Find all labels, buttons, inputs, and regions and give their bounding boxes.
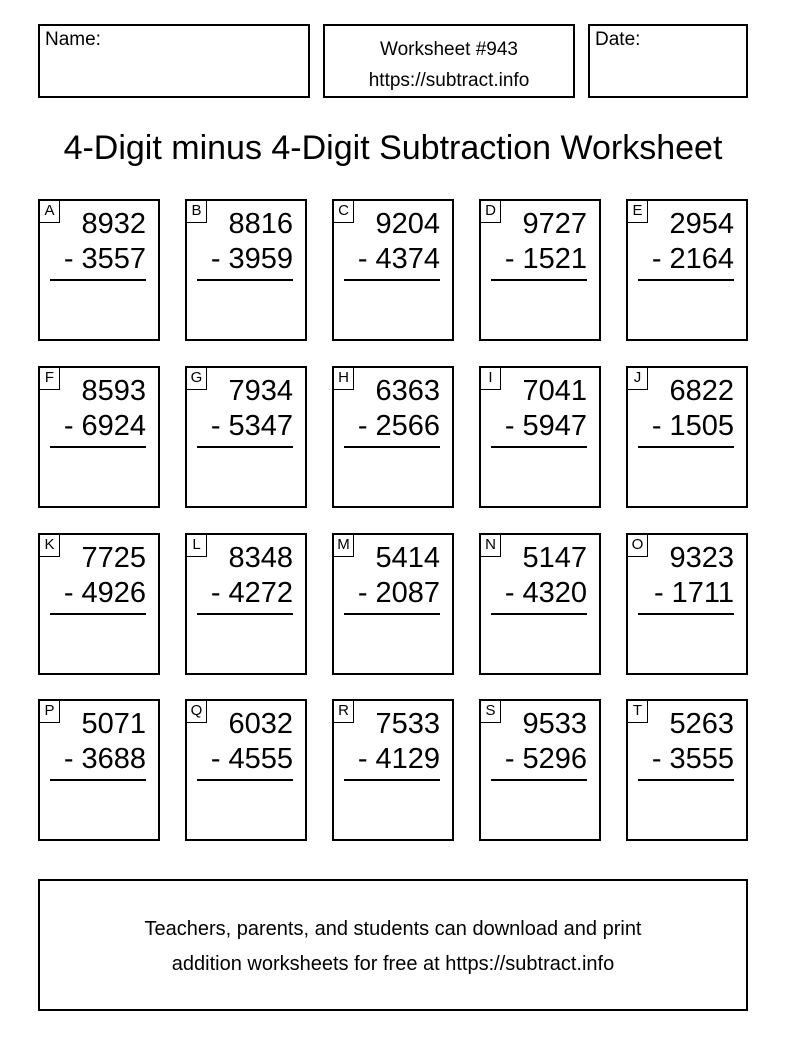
subtrahend-row (505, 409, 587, 443)
answer-line (491, 446, 587, 448)
subtrahend: 4926 (81, 577, 146, 609)
subtrahend-row (652, 409, 734, 443)
subtrahend-row (64, 576, 146, 610)
subtrahend: 5947 (522, 410, 587, 442)
subtrahend-row (505, 576, 587, 610)
minuend: 5414 (375, 542, 440, 574)
problem-letter: A (40, 201, 60, 223)
minus-sign: - (63, 243, 74, 275)
minuend: 7533 (375, 708, 440, 740)
problem-letter: F (40, 368, 60, 390)
problem-letter: C (334, 201, 354, 223)
minuend: 9323 (669, 542, 734, 574)
minuend: 8348 (228, 542, 293, 574)
subtrahend-row (358, 409, 440, 443)
subtrahend-row (211, 409, 293, 443)
problem-card-q (185, 699, 307, 841)
minus-sign: - (210, 743, 221, 775)
answer-line (50, 446, 146, 448)
date-label: Date: (595, 29, 641, 50)
minus-sign: - (63, 577, 74, 609)
problem-card-c (332, 199, 454, 341)
problem-card-n (479, 533, 601, 675)
minus-sign: - (651, 243, 662, 275)
problem-card-t (626, 699, 748, 841)
subtrahend: 1505 (669, 410, 734, 442)
worksheet-id-box (323, 24, 575, 98)
subtrahend-row (652, 242, 734, 276)
worksheet-url: https://subtract.info (368, 70, 530, 91)
subtrahend: 4272 (228, 577, 293, 609)
problem-card-m (332, 533, 454, 675)
problem-card-a (38, 199, 160, 341)
problem-card-g (185, 366, 307, 508)
subtrahend-row (652, 742, 734, 776)
problem-card-o (626, 533, 748, 675)
subtrahend: 4129 (375, 743, 440, 775)
minus-sign: - (63, 410, 74, 442)
subtrahend-row (654, 576, 734, 610)
subtrahend: 4374 (375, 243, 440, 275)
problem-letter: O (628, 535, 648, 557)
problem-card-e (626, 199, 748, 341)
answer-line (344, 279, 440, 281)
answer-line (50, 279, 146, 281)
problem-letter: S (481, 701, 501, 723)
problem-letter: T (628, 701, 648, 723)
minuend: 9727 (522, 208, 587, 240)
problem-letter: M (334, 535, 354, 557)
problem-letter: R (334, 701, 354, 723)
problem-letter: B (187, 201, 207, 223)
minus-sign: - (504, 577, 515, 609)
subtrahend: 6924 (81, 410, 146, 442)
minus-sign: - (210, 577, 221, 609)
subtrahend: 4555 (228, 743, 293, 775)
subtrahend-row (64, 242, 146, 276)
problem-card-l (185, 533, 307, 675)
minuend: 6363 (375, 375, 440, 407)
minuend: 5071 (81, 708, 146, 740)
problem-letter: J (628, 368, 648, 390)
subtrahend-row (505, 742, 587, 776)
minus-sign: - (357, 577, 368, 609)
minus-sign: - (651, 743, 662, 775)
minuend: 6032 (228, 708, 293, 740)
problem-card-s (479, 699, 601, 841)
minus-sign: - (210, 243, 221, 275)
problem-card-j (626, 366, 748, 508)
answer-line (638, 779, 734, 781)
page-title: 4-Digit minus 4-Digit Subtraction Worksheet (63, 129, 723, 167)
subtrahend-row (358, 242, 440, 276)
subtrahend: 3557 (81, 243, 146, 275)
answer-line (344, 779, 440, 781)
minuend: 9204 (375, 208, 440, 240)
subtrahend: 2164 (669, 243, 734, 275)
subtrahend-row (211, 576, 293, 610)
name-label: Name: (45, 29, 101, 50)
answer-line (197, 613, 293, 615)
subtrahend: 2087 (375, 577, 440, 609)
answer-line (344, 446, 440, 448)
subtrahend-row (358, 742, 440, 776)
problem-letter: L (187, 535, 207, 557)
worksheet-number: Worksheet #943 (379, 39, 518, 60)
minus-sign: - (504, 410, 515, 442)
problem-letter: E (628, 201, 648, 223)
problem-letter: P (40, 701, 60, 723)
minuend: 8932 (81, 208, 146, 240)
minuend: 8816 (228, 208, 293, 240)
subtrahend-row (64, 742, 146, 776)
problem-letter: N (481, 535, 501, 557)
subtrahend: 4320 (522, 577, 587, 609)
minuend: 7725 (81, 542, 146, 574)
minus-sign: - (357, 743, 368, 775)
answer-line (197, 279, 293, 281)
footer-line-2: addition worksheets for free at https://subtract.info (171, 953, 615, 975)
minuend: 5147 (522, 542, 587, 574)
problem-letter: D (481, 201, 501, 223)
minuend: 9533 (522, 708, 587, 740)
problem-card-k (38, 533, 160, 675)
answer-line (638, 446, 734, 448)
problem-card-i (479, 366, 601, 508)
subtrahend: 3688 (81, 743, 146, 775)
answer-line (638, 613, 734, 615)
minuend: 2954 (669, 208, 734, 240)
subtrahend: 1711 (671, 577, 734, 609)
answer-line (491, 613, 587, 615)
subtrahend: 3959 (228, 243, 293, 275)
name-field-box (38, 24, 310, 98)
minus-sign: - (653, 577, 664, 609)
minuend: 5263 (669, 708, 734, 740)
minuend: 7934 (228, 375, 293, 407)
subtrahend: 2566 (375, 410, 440, 442)
minuend: 8593 (81, 375, 146, 407)
answer-line (491, 279, 587, 281)
problem-letter: H (334, 368, 354, 390)
subtrahend-row (64, 409, 146, 443)
minus-sign: - (357, 243, 368, 275)
minus-sign: - (504, 243, 515, 275)
subtrahend-row (505, 242, 587, 276)
subtrahend-row (211, 742, 293, 776)
minuend: 7041 (522, 375, 587, 407)
minus-sign: - (210, 410, 221, 442)
subtrahend: 5296 (522, 743, 587, 775)
subtrahend: 5347 (228, 410, 293, 442)
subtrahend: 3555 (669, 743, 734, 775)
problem-letter: K (40, 535, 60, 557)
minuend: 6822 (669, 375, 734, 407)
minus-sign: - (63, 743, 74, 775)
problem-card-d (479, 199, 601, 341)
answer-line (50, 779, 146, 781)
problem-card-r (332, 699, 454, 841)
subtrahend-row (358, 576, 440, 610)
footer-line-1: Teachers, parents, and students can download and print (144, 918, 642, 940)
answer-line (197, 446, 293, 448)
problem-letter: I (481, 368, 501, 390)
problem-letter: Q (187, 701, 207, 723)
minus-sign: - (357, 410, 368, 442)
answer-line (491, 779, 587, 781)
problem-letter: G (187, 368, 207, 390)
footer-box (38, 879, 748, 1011)
answer-line (344, 613, 440, 615)
problem-card-h (332, 366, 454, 508)
answer-line (197, 779, 293, 781)
minus-sign: - (504, 743, 515, 775)
problem-card-b (185, 199, 307, 341)
subtrahend: 1521 (522, 243, 587, 275)
minus-sign: - (651, 410, 662, 442)
answer-line (638, 279, 734, 281)
subtrahend-row (211, 242, 293, 276)
answer-line (50, 613, 146, 615)
problem-card-f (38, 366, 160, 508)
date-field-box (588, 24, 748, 98)
problem-card-p (38, 699, 160, 841)
